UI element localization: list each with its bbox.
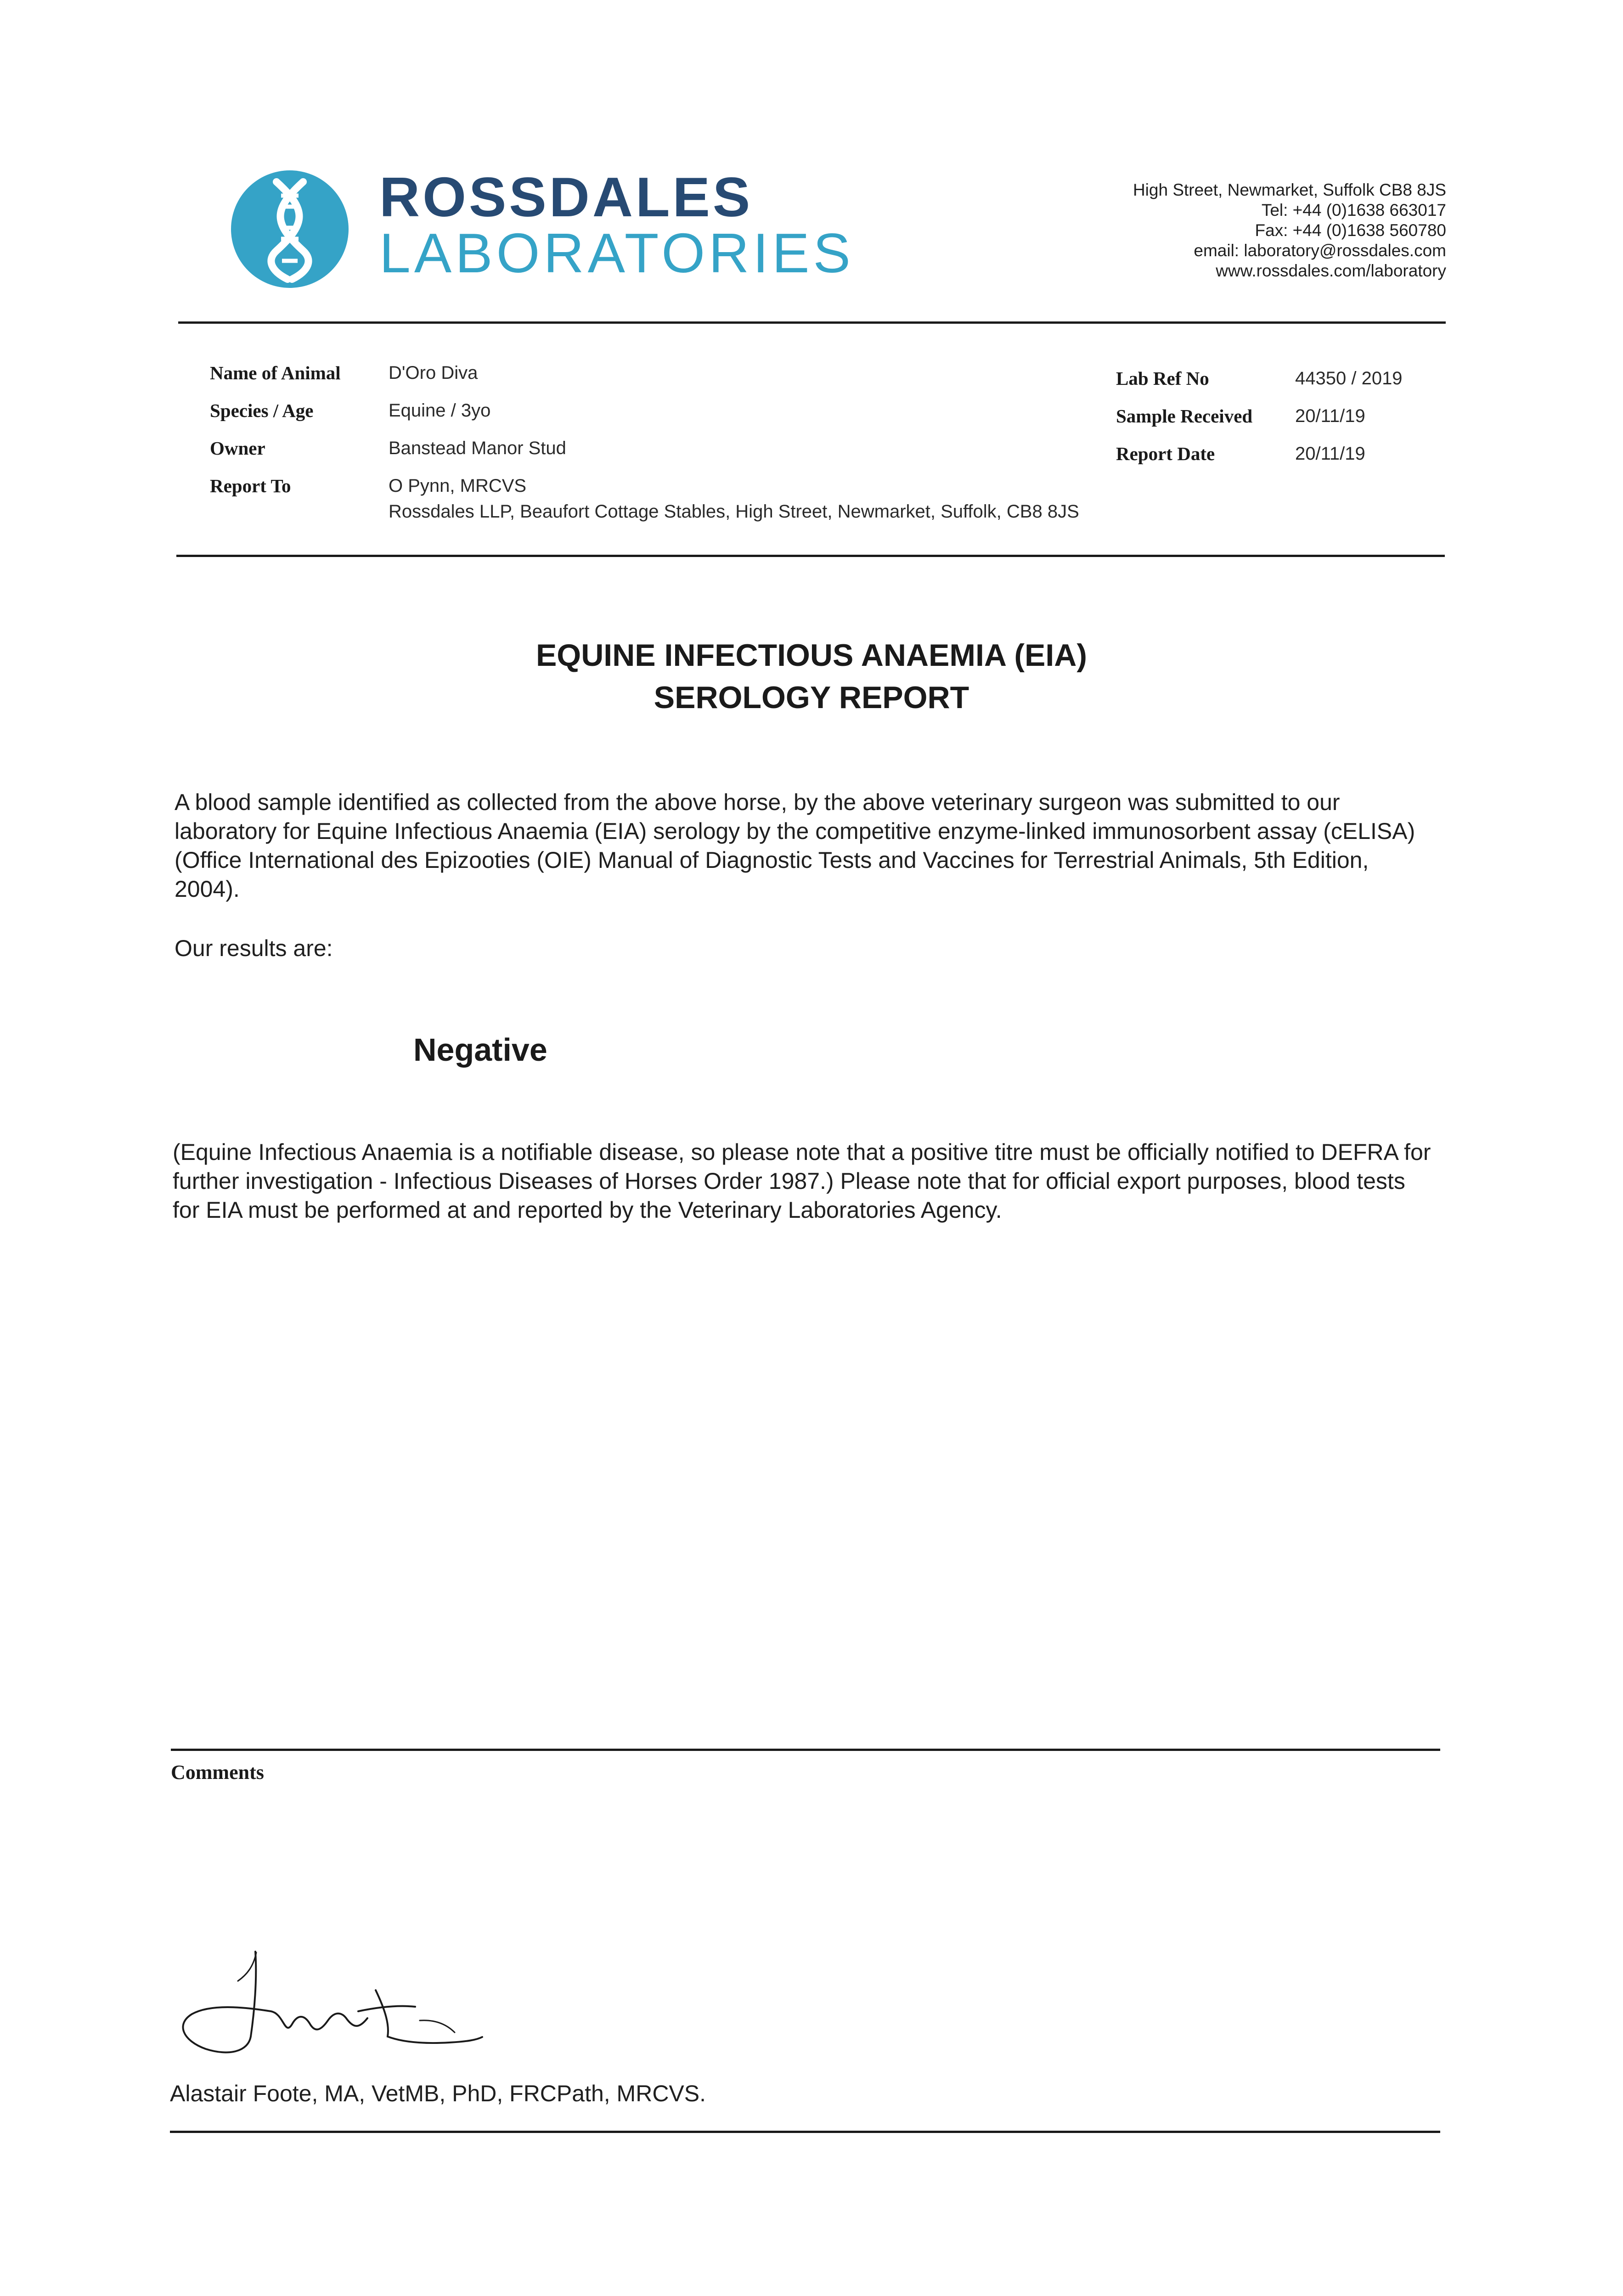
- signatory-name: Alastair Foote, MA, VetMB, PhD, FRCPath, MRCVS.: [170, 2081, 706, 2106]
- report-to-address: Rossdales LLP, Beaufort Cottage Stables, High Street, Newmarket, Suffolk, CB8 8JS: [389, 501, 1079, 522]
- address-email[interactable]: email: laboratory@rossdales.com: [1194, 241, 1446, 260]
- result-value: Negative: [413, 1032, 547, 1068]
- sample-received-label: Sample Received: [1116, 405, 1253, 427]
- address-tel: Tel: +44 (0)1638 663017: [1261, 201, 1446, 219]
- report-title-line1: EQUINE INFECTIOUS ANAEMIA (EIA): [535, 638, 1088, 673]
- report-to-label: Report To: [210, 475, 291, 496]
- address-block: [1133, 180, 1446, 281]
- comments-label: Comments: [171, 1761, 264, 1784]
- report-date-value: 20/11/19: [1295, 444, 1365, 464]
- footer-divider: [170, 2131, 1440, 2133]
- lab-ref-label: Lab Ref No: [1116, 368, 1209, 389]
- sample-received-value: 20/11/19: [1295, 406, 1365, 426]
- owner-value: Banstead Manor Stud: [389, 438, 566, 458]
- results-intro: Our results are:: [175, 935, 333, 961]
- logo-text-rossdales: ROSSDALES: [379, 166, 753, 228]
- header-divider: [178, 321, 1446, 324]
- comments-divider: [171, 1749, 1440, 1751]
- address-street: High Street, Newmarket, Suffolk CB8 8JS: [1133, 180, 1446, 199]
- intro-paragraph: A blood sample identified as collected from the above horse, by the above veterinary surgeon was submitted to our laboratory for Equine Infectious Anaemia (EIA) serology by the competitive enzyme-linked immunosorbent assay (cELISA) (Office International des Epizooties (OIE) Manual of Diagnostic Tests and Vaccines for Terrestrial Animals, 5th Edition, 2004).: [175, 789, 1415, 902]
- owner-label: Owner: [210, 438, 265, 459]
- lab-ref-value: 44350 / 2019: [1295, 368, 1403, 388]
- report-date-label: Report Date: [1116, 443, 1215, 464]
- dna-helix-icon: [230, 169, 350, 289]
- logo-text-laboratories: LABORATORIES: [379, 222, 854, 284]
- animal-name-label: Name of Animal: [210, 362, 341, 383]
- notifiable-note: (Equine Infectious Anaemia is a notifiable disease, so please note that a positive titre must be officially notified to DEFRA for further investigation - Infectious Diseases of Horses Order 1987.) Please note that for official export purposes, blood tests for EIA must be performed at and reported by the Veterinary Laboratories Agency.: [173, 1139, 1431, 1223]
- handwritten-signature: [174, 1942, 504, 2062]
- report-to-name: O Pynn, MRCVS: [389, 476, 527, 496]
- animal-name-value: D'Oro Diva: [389, 363, 478, 383]
- report-title-line2: SEROLOGY REPORT: [654, 680, 969, 715]
- address-web[interactable]: www.rossdales.com/laboratory: [1216, 261, 1446, 280]
- details-divider: [176, 555, 1445, 557]
- species-age-value: Equine / 3yo: [389, 400, 491, 421]
- address-fax: Fax: +44 (0)1638 560780: [1255, 221, 1446, 240]
- species-age-label: Species / Age: [210, 400, 314, 421]
